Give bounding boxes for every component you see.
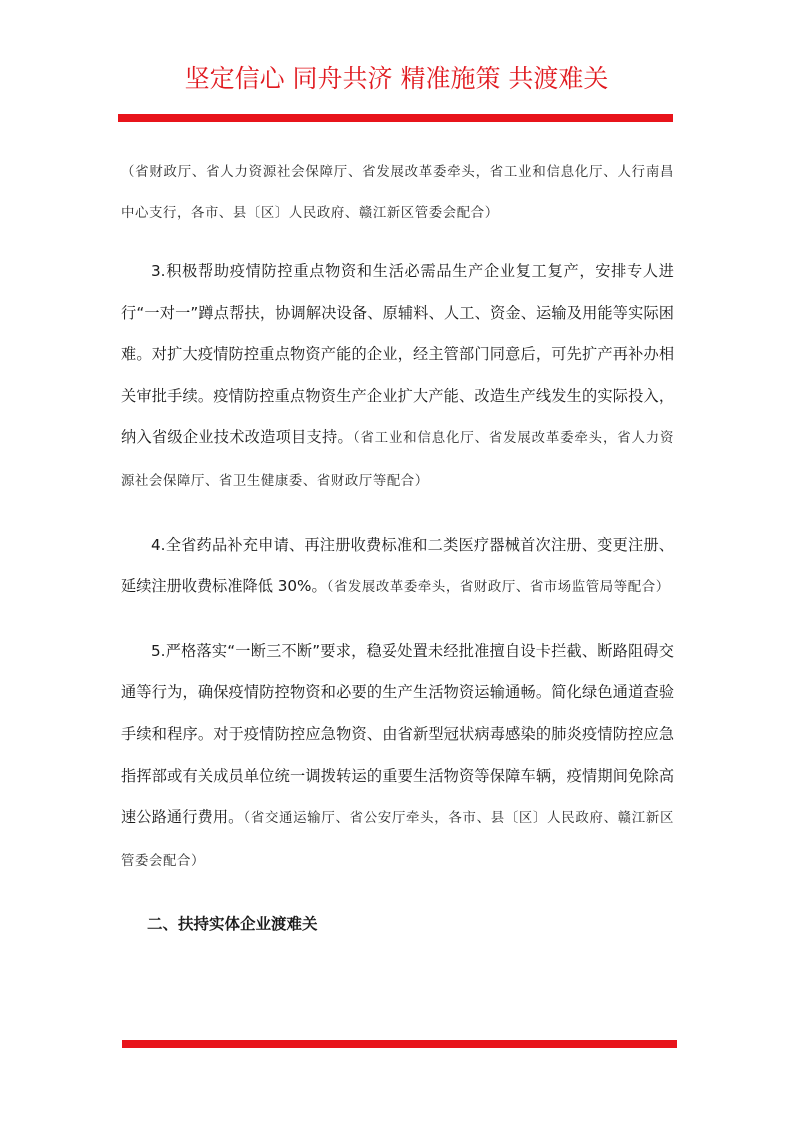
page-title: 坚定信心 同舟共济 精准施策 共渡难关 xyxy=(184,64,609,93)
paragraph-item-4 xyxy=(121,525,674,609)
item-3-responsibility-note: （省工业和信息化厅、省发展改革委牵头，省人力资源社会保障厅、省卫生健康委、省财政厅等配合） xyxy=(121,431,674,489)
item-4-text: 4.全省药品补充申请、再注册收费标准和二类医疗器械首次注册、变更注册、延续注册收费标准降低 30%。 xyxy=(121,535,674,596)
lead-responsibility-note: （省财政厅、省人力资源社会保障厅、省发展改革委牵头，省工业和信息化厅、人行南昌中心支行，各市、县〔区〕人民政府、赣江新区管委会配合） xyxy=(121,165,674,221)
document-body xyxy=(121,152,674,944)
item-5-text: 5.严格落实“一断三不断”要求，稳妥处置未经批准擅自设卡拦截、断路阻碍交通等行为，确保疫情防控物资和必要的生产生活物资运输通畅。简化绿色通道查验手续和程序。对于疫情防控应急物资、由省新型冠状病毒感染的肺炎疫情防控应急指挥部或有关成员单位统一调拨转运的重要生活物资等保障车辆，疫情期间免除高速公路通行费用。 xyxy=(121,641,674,827)
item-4-responsibility-note: （省发展改革委牵头，省财政厅、省市场监管局等配合） xyxy=(326,580,670,596)
paragraph-item-5 xyxy=(121,631,674,883)
item-3-text: 3.积极帮助疫情防控重点物资和生活必需品生产企业复工复产，安排专人进行“一对一”蹲点帮扶，协调解决设备、原辅料、人工、资金、运输及用能等实际困难。对扩大疫情防控重点物资产能的企业，经主管部门同意后，可先扩产再补办相关审批手续。疫情防控重点物资生产企业扩大产能、改造生产线发生的实际投入，纳入省级企业技术改造项目支持。 xyxy=(121,262,674,447)
header-divider xyxy=(118,114,673,122)
item-5-responsibility-note: （省交通运输厅、省公安厅牵头，各市、县〔区〕人民政府、赣江新区管委会配合） xyxy=(121,811,675,869)
section-heading: 二、扶持实体企业渡难关 xyxy=(147,915,318,934)
paragraph-item-3 xyxy=(121,251,674,503)
footer-divider xyxy=(122,1040,677,1048)
